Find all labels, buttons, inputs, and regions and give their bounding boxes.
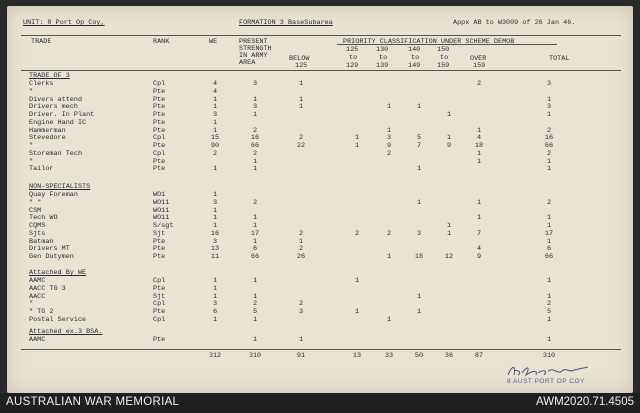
col-total: TOTAL [549, 55, 570, 63]
row-cell-below: 26 [296, 253, 306, 261]
row-cell-present: 1 [252, 336, 258, 344]
row-trade: Engine Hand IC [29, 118, 87, 127]
total-cell-below: 91 [296, 352, 306, 360]
row-cell-c150: 1 [446, 111, 452, 119]
col-trade: TRADE [31, 38, 52, 46]
row-cell-total: 3 [546, 103, 552, 112]
col-140-2: to [411, 54, 420, 62]
row-trade: Gen Dutymen [29, 253, 74, 261]
row-cell-total: 1 [546, 292, 552, 301]
row-cell-below: 2 [298, 134, 304, 143]
row-trade: " " [29, 198, 42, 207]
row-cell-c140: 1 [416, 165, 422, 174]
section-heading: Attached By WE [29, 269, 87, 277]
col-125-1: 125 [346, 46, 359, 54]
row-cell-present: 1 [252, 165, 258, 174]
row-cell-we: 2 [212, 149, 218, 158]
row-cell-over: 1 [476, 214, 482, 223]
col-150-2: to [440, 54, 449, 62]
row-cell-present: 5 [252, 308, 258, 316]
row-trade: AACC [29, 292, 46, 301]
row-cell-total: 2 [546, 198, 552, 207]
row-cell-total: 3 [546, 80, 552, 88]
row-cell-over: 9 [476, 253, 482, 261]
row-trade: AACC TG 3 [29, 284, 66, 293]
header-rule [21, 35, 621, 36]
total-cell-total: 310 [542, 352, 556, 360]
unit-label: UNIT: 8 Port Op Coy, [23, 19, 105, 27]
row-trade: " [29, 157, 34, 166]
row-rank: Pte [153, 237, 166, 246]
row-trade: Drivers MT [29, 245, 70, 254]
row-trade: Tailor [29, 165, 54, 174]
row-rank: Pte [153, 95, 166, 104]
total-cell-c150: 36 [444, 352, 454, 360]
col-140-1: 140 [408, 46, 421, 54]
row-trade: Stevedore [29, 134, 66, 143]
row-cell-total: 1 [546, 165, 552, 174]
row-cell-below: 22 [296, 142, 306, 150]
row-cell-total: 1 [546, 95, 552, 104]
row-cell-c125: 1 [354, 134, 360, 143]
row-cell-present: 6 [252, 245, 258, 254]
row-trade: Tech WO [29, 214, 58, 223]
row-rank: Pte [153, 118, 166, 127]
row-cell-c150: 1 [446, 222, 452, 230]
row-cell-we: 3 [212, 111, 218, 119]
row-trade: Clerks [29, 80, 54, 88]
col-rank: RANK [153, 38, 170, 46]
row-cell-we: 90 [210, 142, 220, 150]
row-rank: Pte [153, 157, 166, 166]
row-cell-total: 66 [544, 142, 554, 150]
row-cell-we: 4 [212, 87, 218, 96]
row-trade: Drivers mech [29, 103, 78, 112]
row-trade: AAMC [29, 336, 46, 344]
row-rank: S/sgt [153, 222, 174, 230]
row-cell-total: 16 [544, 134, 554, 143]
row-cell-we: 1 [212, 292, 218, 301]
col-present-4: AREA [239, 59, 256, 67]
row-cell-we: 13 [210, 245, 220, 254]
formation-label: FORMATION 3 BaseSubarea [239, 19, 333, 27]
row-cell-total: 2 [546, 149, 552, 158]
row-cell-over: 4 [476, 245, 482, 254]
row-rank: Cpl [153, 300, 166, 309]
row-cell-c150: 12 [444, 253, 454, 261]
row-cell-total: 1 [546, 336, 552, 344]
row-rank: WO11 [153, 198, 170, 207]
row-cell-present: 66 [250, 253, 260, 261]
row-cell-c140: 1 [416, 308, 422, 316]
total-cell-we: 312 [208, 352, 222, 360]
row-cell-c125: 1 [354, 308, 360, 316]
row-cell-over: 1 [476, 198, 482, 207]
col-priority: PRIORITY CLASSIFICATION UNDER SCHEME DEMOB [343, 38, 515, 46]
row-cell-below: 3 [298, 308, 304, 316]
row-cell-c125: 2 [354, 229, 360, 238]
row-cell-over: 7 [476, 229, 482, 238]
row-cell-c130: 1 [386, 315, 392, 324]
row-rank: Pte [153, 253, 166, 261]
row-rank: WO11 [153, 214, 170, 223]
row-cell-we: 1 [212, 214, 218, 223]
col-we: WE [209, 38, 218, 46]
total-cell-over: 87 [474, 352, 484, 360]
row-cell-we: 1 [212, 284, 218, 293]
row-cell-c130: 9 [386, 142, 392, 150]
row-cell-over: 2 [476, 80, 482, 88]
col-125-2: to [349, 54, 358, 62]
col-below-1: BELOW [289, 55, 310, 63]
row-trade: " TG 2 [29, 308, 54, 316]
row-trade: Sjts [29, 229, 46, 238]
row-cell-we: 1 [212, 126, 218, 135]
row-trade: " [29, 87, 34, 96]
row-trade: Postal Service [29, 315, 87, 324]
row-trade: Storeman Tech [29, 149, 83, 158]
row-cell-present: 1 [252, 237, 258, 246]
row-cell-total: 1 [546, 277, 552, 285]
row-cell-we: 11 [210, 253, 220, 261]
row-trade: Batman [29, 237, 54, 246]
row-cell-total: 1 [546, 214, 552, 223]
column-header-rule [21, 70, 621, 71]
row-cell-present: 3 [252, 103, 258, 112]
row-rank: WO1 [153, 191, 166, 199]
row-cell-total: 1 [546, 157, 552, 166]
row-trade: CSM [29, 206, 42, 215]
row-cell-we: 1 [212, 315, 218, 324]
row-cell-present: 1 [252, 95, 258, 104]
row-rank: Pte [153, 103, 166, 112]
row-rank: Cpl [153, 315, 166, 324]
row-cell-present: 3 [252, 80, 258, 88]
col-130-2: to [379, 54, 388, 62]
row-rank: Pte [153, 142, 166, 150]
row-rank: Cpl [153, 134, 166, 143]
row-cell-c140: 18 [414, 253, 424, 261]
row-rank: Cpl [153, 277, 166, 285]
row-cell-present: 2 [252, 300, 258, 309]
row-trade: Divers attend [29, 95, 83, 104]
row-cell-below: 1 [298, 95, 304, 104]
priority-rule [337, 44, 557, 45]
row-cell-we: 1 [212, 191, 218, 199]
col-over-2: 159 [473, 62, 486, 70]
row-cell-we: 1 [212, 277, 218, 285]
row-trade: " [29, 300, 34, 309]
col-present-3: IN ARMY [239, 52, 268, 60]
row-rank: Pte [153, 308, 166, 316]
row-cell-below: 1 [298, 103, 304, 112]
row-cell-total: 17 [544, 229, 554, 238]
row-cell-c125: 1 [354, 277, 360, 285]
row-rank: Pte [153, 165, 166, 174]
row-cell-present: 1 [252, 214, 258, 223]
row-cell-over: 1 [476, 126, 482, 135]
row-cell-total: 2 [546, 300, 552, 309]
row-cell-total: 66 [544, 253, 554, 261]
row-trade: Quay Foreman [29, 191, 78, 199]
row-cell-c130: 2 [386, 229, 392, 238]
row-cell-present: 2 [252, 149, 258, 158]
col-below-2: 125 [295, 62, 308, 70]
totals-rule [21, 349, 621, 350]
col-present-2: STRENGTH [239, 45, 272, 53]
unit-stamp: 8 AUST PORT OP COY [507, 378, 585, 385]
row-rank: Pte [153, 87, 166, 96]
row-cell-over: 4 [476, 134, 482, 143]
archive-reference: AWM2020.71.4505 [535, 396, 634, 408]
row-cell-over: 1 [476, 157, 482, 166]
row-rank: Pte [153, 126, 166, 135]
row-cell-c150: 1 [446, 229, 452, 238]
row-cell-c130: 3 [386, 134, 392, 143]
row-cell-we: 1 [212, 165, 218, 174]
row-rank: Pte [153, 111, 166, 119]
row-rank: Cpl [153, 80, 166, 88]
row-cell-we: 4 [212, 80, 218, 88]
row-cell-present: 17 [250, 229, 260, 238]
row-rank: Pte [153, 336, 166, 344]
row-cell-we: 16 [210, 229, 220, 238]
row-cell-c140: 1 [416, 198, 422, 207]
total-cell-present: 310 [248, 352, 262, 360]
row-cell-c150: 9 [446, 142, 452, 150]
row-cell-we: 1 [212, 103, 218, 112]
row-cell-over: 1 [476, 149, 482, 158]
row-cell-below: 1 [298, 237, 304, 246]
archive-name: AUSTRALIAN WAR MEMORIAL [6, 396, 180, 408]
row-cell-c140: 1 [416, 103, 422, 112]
row-trade: Hammerman [29, 126, 66, 135]
appendix-label: Appx AB to W3009 of 26 Jan 46. [453, 19, 576, 27]
row-cell-we: 1 [212, 206, 218, 215]
row-trade: Driver. In Plant [29, 111, 95, 119]
row-cell-below: 2 [298, 229, 304, 238]
row-cell-present: 2 [252, 198, 258, 207]
archive-footer [0, 393, 640, 413]
row-cell-total: 1 [546, 237, 552, 246]
row-cell-we: 1 [212, 118, 218, 127]
document-sheet [7, 6, 633, 393]
col-130-1: 130 [376, 46, 389, 54]
total-cell-c140: 50 [414, 352, 424, 360]
row-cell-present: 16 [250, 134, 260, 143]
row-rank: Cpl [153, 149, 166, 158]
row-cell-below: 2 [298, 245, 304, 254]
col-125-3: 129 [346, 62, 359, 70]
row-cell-present: 1 [252, 222, 258, 230]
row-cell-c130: 1 [386, 253, 392, 261]
row-cell-total: 1 [546, 315, 552, 324]
row-cell-c140: 3 [416, 229, 422, 238]
row-cell-c150: 1 [446, 134, 452, 143]
row-cell-total: 1 [546, 111, 552, 119]
total-cell-c130: 33 [384, 352, 394, 360]
row-cell-present: 1 [252, 157, 258, 166]
row-cell-total: 5 [546, 308, 552, 316]
col-present-1: PRESENT [239, 38, 268, 46]
row-cell-c125: 1 [354, 142, 360, 150]
row-rank: Pte [153, 284, 166, 293]
total-cell-c125: 13 [352, 352, 362, 360]
row-cell-present: 1 [252, 277, 258, 285]
row-cell-total: 1 [546, 222, 552, 230]
row-cell-c140: 1 [416, 292, 422, 301]
row-cell-we: 3 [212, 198, 218, 207]
row-trade: CQMS [29, 222, 46, 230]
row-cell-we: 1 [212, 95, 218, 104]
row-cell-we: 6 [212, 308, 218, 316]
col-150-3: 159 [437, 62, 450, 70]
row-rank: Pte [153, 245, 166, 254]
section-heading: NON-SPECIALISTS [29, 183, 91, 191]
row-cell-present: 2 [252, 126, 258, 135]
row-cell-c130: 1 [386, 126, 392, 135]
row-cell-over: 18 [474, 142, 484, 150]
row-cell-we: 1 [212, 222, 218, 230]
row-rank: Sjt [153, 292, 166, 301]
row-cell-c140: 7 [416, 142, 422, 150]
row-rank: WO11 [153, 206, 170, 215]
row-cell-we: 15 [210, 134, 220, 143]
row-cell-below: 1 [298, 80, 304, 88]
row-trade: AAMC [29, 277, 46, 285]
col-150-1: 150 [437, 46, 450, 54]
row-cell-we: 3 [212, 300, 218, 309]
col-140-3: 149 [408, 62, 421, 70]
row-rank: Sjt [153, 229, 166, 238]
section-heading: Attached ex.3 BSA. [29, 328, 103, 336]
row-cell-present: 1 [252, 315, 258, 324]
row-cell-below: 1 [298, 336, 304, 344]
col-130-3: 139 [376, 62, 389, 70]
row-cell-c130: 2 [386, 149, 392, 158]
row-cell-c130: 1 [386, 103, 392, 112]
row-cell-we: 3 [212, 237, 218, 246]
row-cell-total: 2 [546, 126, 552, 135]
row-cell-present: 66 [250, 142, 260, 150]
row-trade: " [29, 142, 34, 150]
row-cell-present: 1 [252, 292, 258, 301]
row-cell-present: 1 [252, 111, 258, 119]
row-cell-below: 2 [298, 300, 304, 309]
row-cell-c140: 5 [416, 134, 422, 143]
section-heading: TRADE OF 3 [29, 72, 70, 80]
row-cell-total: 6 [546, 245, 552, 254]
col-over-1: OVER [470, 55, 487, 63]
